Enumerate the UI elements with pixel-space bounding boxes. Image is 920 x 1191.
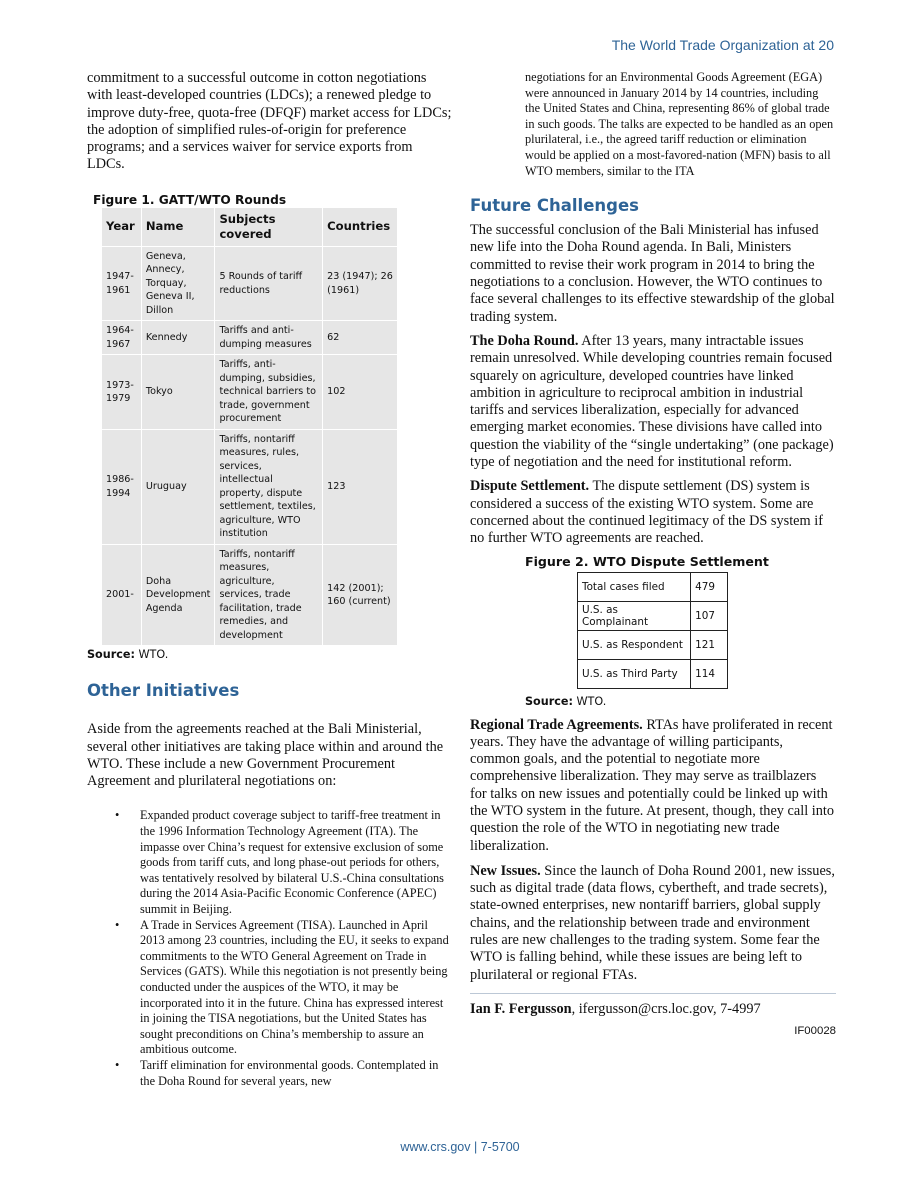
table-row	[102, 429, 398, 544]
cell-subjects: Tariffs, anti-dumping, subsidies, technical barriers to trade, government procurement	[215, 355, 323, 430]
bullet-icon: •	[115, 808, 120, 823]
rta-paragraph	[470, 717, 836, 855]
other-initiatives-paragraph: Aside from the agreements reached at the Bali Ministerial, several other initiatives are taking place within and around the WTO. These include a new Government Procurement Agreement and plurilateral negotiations on:	[87, 721, 444, 790]
list-item	[87, 1058, 452, 1089]
cell-subjects: 5 Rounds of tariff reductions	[215, 246, 323, 321]
cell-countries: 123	[323, 429, 398, 544]
table-row	[578, 601, 728, 630]
cell-year: 1986-1994	[102, 429, 142, 544]
dispute-settlement-text: The dispute settlement (DS) system is considered a success of the existing WTO system. Some are concerned about the continued legitimacy of the DS system if no further WTO agreements are reached.	[470, 478, 823, 547]
cell-name: Tokyo	[141, 355, 215, 430]
dispute-table	[577, 572, 728, 689]
author-name: Ian F. Fergusson	[470, 1000, 572, 1017]
cell-value: 479	[691, 572, 728, 601]
left-column	[87, 70, 452, 1089]
col-header-countries: Countries	[323, 207, 398, 246]
rounds-table-header	[102, 207, 398, 246]
other-initiatives-heading: Other Initiatives	[87, 681, 240, 701]
cell-year: 2001-	[102, 544, 142, 646]
future-challenges-paragraph: The successful conclusion of the Bali Ministerial has infused new life into the Doha Round agenda. In Bali, Ministers committed to revise their work program in 2014 to bring the negotiations to a conclusion. However, the WTO continues to face several challenges to its effective stewardship of the global trading system.	[470, 222, 835, 325]
cell-name: Uruguay	[141, 429, 215, 544]
source-label: Source:	[87, 648, 135, 662]
source-text: WTO.	[572, 694, 607, 708]
figure-2	[525, 554, 836, 708]
cell-year: 1964-1967	[102, 321, 142, 355]
table-row	[102, 321, 398, 355]
author-divider	[470, 993, 836, 994]
cell-countries: 142 (2001); 160 (current)	[323, 544, 398, 646]
new-issues-paragraph	[470, 863, 836, 984]
author-contact: , ifergusson@crs.loc.gov, 7-4997	[571, 1000, 761, 1017]
bullet-icon: •	[115, 1057, 120, 1072]
initiatives-list	[87, 808, 452, 1089]
source-text: WTO.	[134, 648, 169, 662]
table-row	[102, 544, 398, 646]
cell-countries: 23 (1947); 26 (1961)	[323, 246, 398, 321]
future-challenges-heading: Future Challenges	[470, 196, 639, 216]
col-header-year: Year	[102, 207, 142, 246]
cell-countries: 62	[323, 321, 398, 355]
col-header-subjects: Subjects covered	[215, 207, 323, 246]
table-row	[578, 630, 728, 659]
dispute-settlement-paragraph	[470, 478, 836, 547]
cell-name: Kennedy	[141, 321, 215, 355]
rta-text: RTAs have proliferated in recent years. They have the advantage of willing participants, common goals, and the potential to negotiate more comprehensive liberalization. They may serve as trailblazers for talks on new issues and potentially could be linked up with the WTO system in the future. At present, though, they call into question the role of the WTO in negotiating new trade liberalization.	[470, 716, 834, 854]
cell-label: U.S. as Respondent	[578, 630, 691, 659]
cell-name: Doha Development Agenda	[141, 544, 215, 646]
running-header-title: The World Trade Organization at 20	[611, 37, 834, 53]
intro-paragraph: commitment to a successful outcome in cotton negotiations with least-developed countries (LDCs); a renewed pledge to improve duty-free, quota-free (DFQF) market access for LDCs; the adoption of simplified rules-of-origin for preference programs; and a services waiver for service exports from LDCs.	[87, 70, 452, 173]
product-code: IF00028	[794, 1025, 836, 1038]
bullet-continuation: negotiations for an Environmental Goods Agreement (EGA) were announced in January 2014 by 14 countries, including the United States and China, representing 86% of global trade in such goods. The talks are expected to be handled as an open plurilateral, i.e., the agreed tariff reduction or elimination would be applied on a most-favored-nation (MFN) basis to all WTO members, similar to the ITA	[525, 70, 834, 178]
figure-1-source	[87, 648, 452, 661]
cell-subjects: Tariffs, nontariff measures, agriculture, services, trade facilitation, trade remedies, and development	[215, 544, 323, 646]
doha-round-text: After 13 years, many intractable issues remain unresolved. While developing countries remain focused squarely on agriculture, developed countries have linked ambition in agriculture to reciprocal ambition in industrial tariffs and services liberalization, especially for advanced emerging market economies. These divisions have called into question the viability of the “single undertaking” (one package) type of negotiation and the need for institutional reform.	[470, 332, 834, 471]
cell-value: 107	[691, 601, 728, 630]
table-row	[578, 659, 728, 688]
figure-2-title: Figure 2. WTO Dispute Settlement	[525, 553, 769, 569]
list-item-text: Expanded product coverage subject to tariff-free treatment in the 1996 Information Technology Agreement (ITA). The impasse over China’s request for extensive exclusion of some goods from tariff cuts, and long phase-out periods for others, was tentatively resolved by bilateral U.S.-China consultations during the 2014 Asia-Pacific Economic Conference (APEC) summit in Beijing.	[140, 808, 444, 917]
cell-label: Total cases filed	[578, 572, 691, 601]
dispute-settlement-lead: Dispute Settlement.	[470, 478, 590, 495]
source-label: Source:	[525, 694, 573, 708]
figure-1	[93, 193, 452, 647]
page-footer: www.crs.gov | 7-5700	[400, 1140, 520, 1154]
list-item	[87, 918, 452, 1058]
figure-2-source	[525, 695, 836, 708]
cell-value: 121	[691, 630, 728, 659]
bullet-icon: •	[115, 917, 120, 932]
cell-subjects: Tariffs and anti-dumping measures	[215, 321, 323, 355]
cell-label: U.S. as Third Party	[578, 659, 691, 688]
col-header-name: Name	[141, 207, 215, 246]
cell-name: Geneva, Annecy, Torquay, Geneva II, Dillon	[141, 246, 215, 321]
cell-countries: 102	[323, 355, 398, 430]
cell-subjects: Tariffs, nontariff measures, rules, services, intellectual property, dispute settlement, textiles, agriculture, WTO institution	[215, 429, 323, 544]
table-row	[578, 572, 728, 601]
list-item-text: A Trade in Services Agreement (TISA). Launched in April 2013 among 23 countries, including the EU, it seeks to expand commitments to the WTO General Agreement on Trade in Services (GATS). While this negotiation is not presently being conducted under the auspices of the WTO, it may be incorporated into it in the future. China has expressed interest in joining the TISA negotiations, but the United States has sought preconditions on China’s membership to assure an ambitious outcome.	[140, 917, 449, 1057]
list-item-text: Tariff elimination for environmental goods. Contemplated in the Doha Round for several years, new	[140, 1057, 439, 1088]
new-issues-lead: New Issues.	[470, 862, 541, 879]
doha-round-paragraph	[470, 333, 836, 471]
cell-year: 1973-1979	[102, 355, 142, 430]
right-column	[470, 70, 836, 1037]
table-row	[102, 246, 398, 321]
table-row	[102, 355, 398, 430]
rta-lead: Regional Trade Agreements.	[470, 716, 643, 733]
author-line	[470, 1001, 836, 1018]
cell-value: 114	[691, 659, 728, 688]
cell-year: 1947-1961	[102, 246, 142, 321]
new-issues-text: Since the launch of Doha Round 2001, new issues, such as digital trade (data flows, cybertheft, and trade secrets), state-owned enterprises, new nontariff barriers, global supply chains, and the relationship between trade and environment rules are new challenges to the trading system. Some fear the WTO is falling behind, while these issues are being left to plurilateral or regional FTAs.	[470, 862, 835, 983]
doha-round-lead: The Doha Round.	[470, 332, 579, 349]
rounds-table	[101, 207, 398, 647]
figure-1-title: Figure 1. GATT/WTO Rounds	[93, 192, 287, 207]
cell-label: U.S. as Complainant	[578, 601, 691, 630]
list-item	[87, 808, 452, 917]
